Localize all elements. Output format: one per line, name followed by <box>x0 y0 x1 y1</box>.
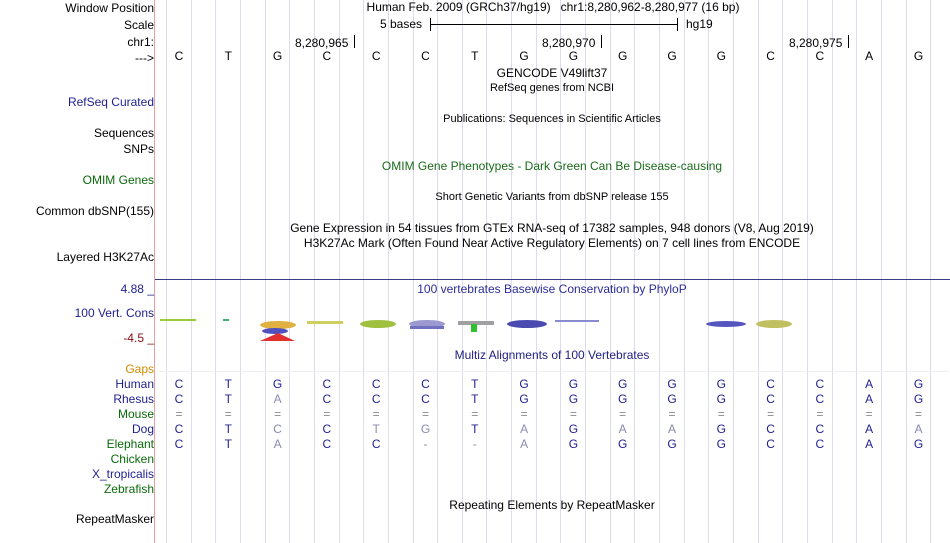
rhesus-aligned-base: T <box>224 392 232 406</box>
rhesus-aligned-base: G <box>913 392 924 406</box>
phylop-bar-2 <box>223 319 229 321</box>
window-position-label: Window Position <box>65 1 154 15</box>
human-aligned-base: C <box>815 377 825 391</box>
reference-base: G <box>272 49 283 63</box>
guide-line <box>906 0 907 543</box>
dog-aligned-base: A <box>520 422 529 436</box>
elephant-aligned-base: A <box>520 437 529 451</box>
rhesus-aligned-base: A <box>273 392 282 406</box>
guide-line <box>240 0 241 543</box>
guide-line <box>684 0 685 543</box>
elephant-aligned-base: C <box>174 437 184 451</box>
sequences-track-label[interactable]: Sequences <box>93 126 154 140</box>
human-aligned-base: A <box>865 377 874 391</box>
refseq-track-label[interactable]: RefSeq Curated <box>67 95 154 109</box>
reference-base: T <box>224 49 232 63</box>
rhesus-aligned-base: C <box>322 392 332 406</box>
gencode-track-title[interactable]: GENCODE V49lift37 <box>496 66 608 80</box>
guide-line <box>758 0 759 543</box>
reference-base: C <box>174 49 184 63</box>
mouse-aligned-base: = <box>569 407 577 421</box>
dog-aligned-base: G <box>716 422 726 436</box>
mouse-aligned-base: = <box>914 407 922 421</box>
mouse-aligned-base: = <box>274 407 282 421</box>
mouse-aligned-base: = <box>421 407 429 421</box>
guide-line <box>265 0 266 543</box>
coord-tick-1 <box>354 35 355 48</box>
gtex-track-title[interactable]: Gene Expression in 54 tissues from GTEx RNA-seq of 17382 samples, 948 donors (V8, Aug 2019) <box>290 221 814 235</box>
reference-base: A <box>865 49 874 63</box>
rhesus-aligned-base: A <box>865 392 874 406</box>
guide-line <box>634 0 635 543</box>
guide-line <box>166 0 167 543</box>
position-range: chr1:8,280,962-8,280,977 (16 bp) <box>560 0 740 14</box>
dog-aligned-base: A <box>865 422 874 436</box>
mouse-aligned-base: = <box>224 407 232 421</box>
elephant-aligned-base: A <box>865 437 874 451</box>
mouse-aligned-base: = <box>717 407 725 421</box>
guide-line <box>289 0 290 543</box>
guide-line <box>733 0 734 543</box>
rhesus-aligned-base: G <box>618 392 628 406</box>
guide-line <box>832 0 833 543</box>
dog-aligned-base: C <box>322 422 332 436</box>
guide-line <box>339 0 340 543</box>
dog-aligned-base: T <box>224 422 232 436</box>
mouse-aligned-base: = <box>619 407 627 421</box>
dbsnp-track-label[interactable]: Common dbSNP(155) <box>35 204 154 218</box>
chr-label: chr1: <box>127 35 154 49</box>
phylop-glyph-g-a <box>260 321 296 341</box>
rhesus-aligned-base: C <box>174 392 184 406</box>
rhesus-aligned-base: G <box>519 392 529 406</box>
phylop-glyph-g <box>507 320 547 328</box>
phylop-glyph-g3 <box>706 321 746 327</box>
rhesus-aligned-base: T <box>471 392 479 406</box>
human-aligned-base: G <box>913 377 924 391</box>
multiz-track-title[interactable]: Multiz Alignments of 100 Vertebrates <box>454 348 650 362</box>
mouse-aligned-base: = <box>175 407 183 421</box>
guide-line <box>659 0 660 543</box>
mouse-aligned-base: = <box>372 407 380 421</box>
elephant-aligned-base: G <box>568 437 579 451</box>
reference-base: C <box>815 49 825 63</box>
human-aligned-base: G <box>716 377 726 391</box>
mouse-aligned-base: = <box>865 407 873 421</box>
mouse-aligned-base: = <box>471 407 479 421</box>
elephant-aligned-base: C <box>371 437 381 451</box>
mouse-aligned-base: = <box>668 407 676 421</box>
rhesus-aligned-base: C <box>815 392 825 406</box>
guide-line <box>437 0 438 543</box>
scale-label: Scale <box>123 18 154 32</box>
dog-aligned-base: G <box>420 422 431 436</box>
db-name: hg19 <box>686 17 713 31</box>
phylop-min-label: -4.5 _ <box>123 331 154 345</box>
rhesus-aligned-base: C <box>421 392 430 406</box>
phylop-logo <box>155 313 950 343</box>
guide-line <box>191 0 192 543</box>
xtropicalis-species-label: X_tropicalis <box>91 467 154 481</box>
dog-aligned-base: C <box>174 422 184 436</box>
reference-base: G <box>667 49 677 63</box>
guide-line <box>388 0 389 543</box>
rhesus-aligned-base: C <box>766 392 775 406</box>
reference-base: G <box>568 49 579 63</box>
human-aligned-base: C <box>421 377 430 391</box>
phylop-glyph-c1 <box>360 320 396 328</box>
rhesus-aligned-base: C <box>371 392 381 406</box>
guide-line <box>807 0 808 543</box>
coord-label-2: 8,280,970 <box>542 36 596 50</box>
omim-track-label[interactable]: OMIM Genes <box>82 173 154 187</box>
elephant-aligned-base: C <box>766 437 775 451</box>
guide-line <box>856 0 857 543</box>
label-separator <box>154 0 155 543</box>
human-aligned-base: G <box>667 377 677 391</box>
dog-aligned-base: A <box>914 422 923 436</box>
dog-aligned-base: G <box>568 422 579 436</box>
dog-aligned-base: A <box>618 422 627 436</box>
guide-line <box>413 0 414 543</box>
vert-cons-track-label[interactable]: 100 Vert. Cons <box>74 306 154 320</box>
coord-tick-2 <box>601 35 602 48</box>
elephant-aligned-base: G <box>716 437 726 451</box>
publications-track-title[interactable]: Publications: Sequences in Scientific Articles <box>443 113 661 125</box>
elephant-aligned-base: C <box>322 437 332 451</box>
rhesus-aligned-base: G <box>568 392 579 406</box>
reference-base: G <box>716 49 726 63</box>
mouse-aligned-base: = <box>767 407 775 421</box>
elephant-aligned-base: G <box>913 437 924 451</box>
human-aligned-base: T <box>471 377 479 391</box>
guide-line <box>314 0 315 543</box>
repeatmasker-track-label[interactable]: RepeatMasker <box>75 512 154 526</box>
coord-label-3: 8,280,975 <box>789 36 843 50</box>
scale-bar-right-tick <box>677 18 678 31</box>
guide-line <box>215 0 216 543</box>
human-aligned-base: G <box>618 377 628 391</box>
gaps-row <box>160 371 948 372</box>
reference-base: G <box>618 49 628 63</box>
dog-aligned-base: A <box>667 422 676 436</box>
elephant-aligned-base: G <box>667 437 677 451</box>
guide-line <box>930 0 931 543</box>
dbsnp-track-title[interactable]: Short Genetic Variants from dbSNP release 155 <box>435 191 669 203</box>
human-aligned-base: G <box>272 377 283 391</box>
assembly-name: Human Feb. 2009 (GRCh37/hg19) <box>366 0 551 14</box>
human-aligned-base: C <box>371 377 381 391</box>
scale-bar <box>430 24 678 25</box>
elephant-aligned-base: T <box>224 437 232 451</box>
repeatmasker-track-title[interactable]: Repeating Elements by RepeatMasker <box>449 498 655 512</box>
reference-base: C <box>766 49 775 63</box>
zebrafish-species-label: Zebrafish <box>103 482 154 496</box>
elephant-aligned-base: - <box>423 437 428 451</box>
scale-bar-label: 5 bases <box>380 17 423 31</box>
dog-aligned-base: C <box>815 422 825 436</box>
gaps-label: Gaps <box>125 362 154 376</box>
human-species-label: Human <box>115 377 154 391</box>
scale-bar-left-tick <box>430 18 431 31</box>
reference-base: T <box>471 49 479 63</box>
strand-arrow-label[interactable]: ---> <box>135 51 154 65</box>
guide-line <box>782 0 783 543</box>
human-aligned-base: C <box>766 377 775 391</box>
snps-track-label[interactable]: SNPs <box>123 142 154 156</box>
guide-line <box>462 0 463 543</box>
elephant-aligned-base: - <box>472 437 477 451</box>
reference-base: G <box>519 49 529 63</box>
h3k27ac-track-title[interactable]: H3K27Ac Mark (Often Found Near Active Regulatory Elements) on 7 cell lines from ENCODE <box>303 236 801 250</box>
dog-aligned-base: T <box>471 422 479 436</box>
human-aligned-base: G <box>568 377 579 391</box>
elephant-aligned-base: A <box>273 437 282 451</box>
mouse-species-label: Mouse <box>117 407 154 421</box>
phylop-track-title[interactable]: 100 vertebrates Basewise Conservation by PhyloP <box>417 282 687 296</box>
phylop-bar-g2 <box>555 320 599 322</box>
reference-base: C <box>371 49 381 63</box>
position-header <box>367 0 740 14</box>
h3k27ac-track-label[interactable]: Layered H3K27Ac <box>56 250 154 264</box>
elephant-aligned-base: G <box>618 437 628 451</box>
elephant-species-label: Elephant <box>106 437 154 451</box>
guide-line <box>486 0 487 543</box>
dog-species-label: Dog <box>131 422 154 436</box>
guide-line <box>881 0 882 543</box>
rhesus-aligned-base: G <box>716 392 726 406</box>
refseq-track-title[interactable]: RefSeq genes from NCBI <box>489 82 615 94</box>
guide-line <box>708 0 709 543</box>
phylop-bar-1 <box>160 319 196 321</box>
phylop-glyph-c2 <box>409 320 445 329</box>
human-aligned-base: T <box>224 377 232 391</box>
rhesus-species-label: Rhesus <box>113 392 154 406</box>
phylop-glyph-t <box>458 321 494 332</box>
coord-tick-3 <box>848 35 849 48</box>
human-aligned-base: C <box>174 377 184 391</box>
reference-base: G <box>913 49 924 63</box>
chicken-species-label: Chicken <box>110 452 154 466</box>
human-aligned-base: G <box>519 377 529 391</box>
reference-base: C <box>322 49 332 63</box>
mouse-aligned-base: = <box>816 407 824 421</box>
phylop-max-label: 4.88 _ <box>120 282 154 296</box>
mouse-aligned-base: = <box>520 407 528 421</box>
omim-track-title[interactable]: OMIM Gene Phenotypes - Dark Green Can Be Disease-causing <box>381 159 723 173</box>
phylop-bar-c <box>307 321 343 324</box>
conservation-track-divider <box>155 279 950 280</box>
reference-base: C <box>421 49 430 63</box>
mouse-aligned-base: = <box>323 407 331 421</box>
phylop-glyph-c3 <box>756 320 792 328</box>
dog-aligned-base: C <box>766 422 775 436</box>
elephant-aligned-base: C <box>815 437 825 451</box>
human-aligned-base: C <box>322 377 332 391</box>
coord-label-1: 8,280,965 <box>295 36 349 50</box>
guide-line <box>363 0 364 543</box>
dog-aligned-base: T <box>372 422 380 436</box>
rhesus-aligned-base: G <box>667 392 677 406</box>
dog-aligned-base: C <box>273 422 282 436</box>
